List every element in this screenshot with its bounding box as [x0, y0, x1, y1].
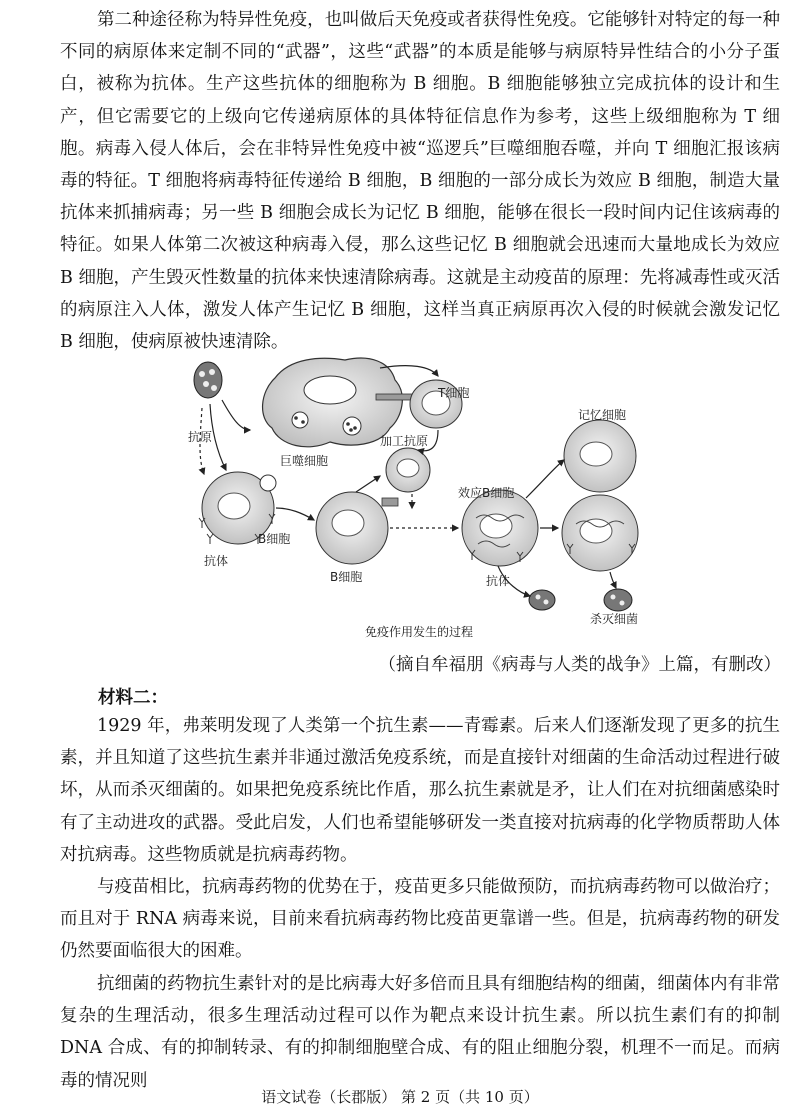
- label-process-antigen: 加工抗原: [380, 434, 429, 448]
- immune-process-figure: [180, 348, 670, 643]
- paragraph-specific-immunity: 第二种途径称为特异性免疫，也叫做后天免疫或者获得性免疫。它能够针对特定的每一种不同的病原体来定制不同的“武器”，这些“武器”的本质是能够与病原特异性结合的小分子蛋白，被称为抗体。生产这些抗体的细胞称为 B 细胞。B 细胞能够独立完成抗体的设计和生产，但它需要它的上级向它传递病原体的具体特征信息作为参考，这些上级细胞称为 T 细胞。病毒入侵人体后，会在非特异性免疫中被“巡逻兵”巨噬细胞吞噬，并向 T 细胞汇报该病毒的特征。T 细胞将病毒特征传递给 B 细胞，B 细胞的一部分成长为效应 B 细胞，制造大量抗体来抓捕病毒；另一些 B 细胞会成长为记忆 B 细胞，能够在很长一段时间内记住该病毒的特征。如果人体第二次被这种病毒入侵，那么这些记忆 B 细胞就会迅速而大量地成长为效应 B 细胞，产生毁灭性数量的抗体来快速清除病毒。这就是主动疫苗的原理：先将减毒性或灭活的病原注入人体，激发人体产生记忆 B 细胞，这样当真正病原再次入侵的时候就会激发记忆 B 细胞，使病原被快速清除。: [60, 10, 780, 353]
- paragraph-antiviral-advantage: 与疫苗相比，抗病毒药物的优势在于，疫苗更多只能做预防，而抗病毒药物可以做治疗；而且对于 RNA 病毒来说，目前来看抗病毒药物比疫苗更靠谱一些。但是，抗病毒药物的研发仍然要面临很大的困难。: [60, 877, 780, 962]
- label-memory-cell: 记忆细胞: [578, 408, 627, 422]
- label-t-cell: T细胞: [438, 386, 470, 400]
- label-b-cell-middle: B细胞: [330, 570, 363, 584]
- material-two-heading: 材料二：: [98, 688, 168, 708]
- label-antigen: 抗原: [188, 430, 213, 444]
- bacteria-cluster-1: [529, 590, 555, 610]
- page-footer: 语文试卷（长郡版） 第 2 页（共 10 页）: [261, 1088, 539, 1106]
- label-antibody-left: 抗体: [204, 554, 229, 568]
- immune-diagram: [180, 348, 670, 623]
- label-macrophage: 巨噬细胞: [280, 454, 329, 468]
- macrophage-nucleus: [304, 376, 356, 404]
- paragraph-antibiotics: 1929 年，弗莱明发现了人类第一个抗生素——青霉素。后来人们逐渐发现了更多的抗生素，并且知道了这些抗生素并非通过激活免疫系统，而是直接针对细菌的生命活动过程进行破坏，从而杀灭细菌的。如果把免疫系统比作盾，那么抗生素就是矛，让人们在对抗细菌感染时有了主动进攻的武器。受此启发，人们也希望能够研发一类直接对抗病毒的化学物质帮助人体对抗病毒。这些物质就是抗病毒药物。: [60, 716, 780, 865]
- label-effector-b: 效应B细胞: [458, 486, 515, 500]
- label-antibody-right: 抗体: [486, 574, 511, 588]
- bacteria-cluster-2: [604, 589, 632, 611]
- source-citation: （摘自牟福朋《病毒与人类的战争》上篇，有删改）: [378, 655, 781, 675]
- paragraph-antibiotic-targets: 抗细菌的药物抗生素针对的是比病毒大好多倍而且具有细胞结构的细菌，细菌体内有非常复杂的生理活动，很多生理活动过程可以作为靶点来设计抗生素。所以抗生素们有的抑制 DNA 合成、有的抑制转录、有的抑制细胞壁合成、有的阻止细胞分裂，机理不一而足。而病毒的情况则: [60, 974, 780, 1091]
- figure-caption: 免疫作用发生的过程: [365, 625, 474, 639]
- label-b-cell-left: B细胞: [258, 532, 291, 546]
- label-kill-bacteria: 杀灭细菌: [590, 612, 639, 626]
- antigen-virus-cluster: [194, 362, 222, 398]
